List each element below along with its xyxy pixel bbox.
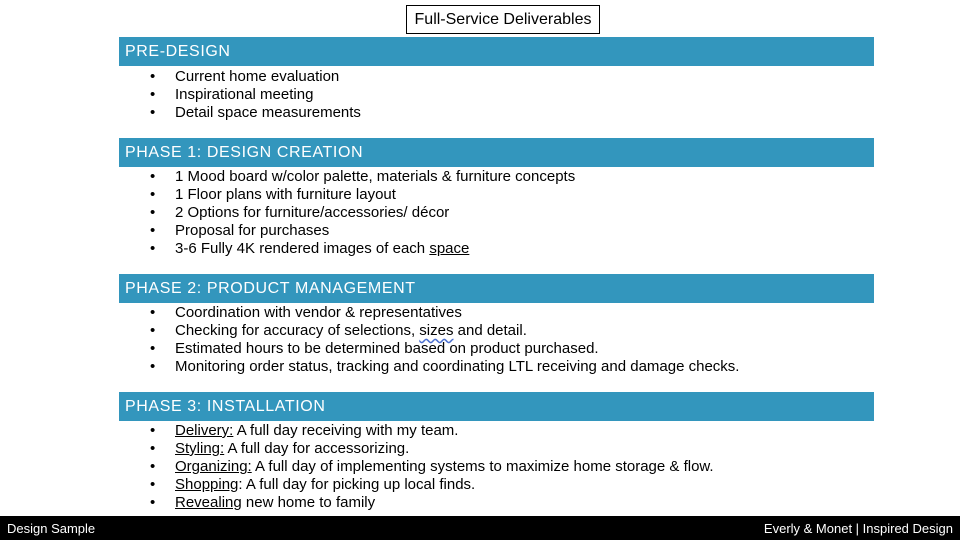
list-item: • Organizing: A full day of implementing systems to maximize home storage & flow. — [150, 458, 714, 475]
footer-right-text: Everly & Monet | Inspired Design — [763, 520, 953, 536]
footer-bar — [0, 516, 960, 540]
list-item: • 2 Options for furniture/accessories/ décor — [150, 204, 450, 221]
list-item: • Styling: A full day for accessorizing. — [150, 440, 410, 457]
section-phase-2 — [119, 274, 874, 376]
section-header: PRE-DESIGN — [119, 37, 874, 66]
page-title: Full-Service Deliverables — [406, 5, 600, 34]
list-item: • Checking for accuracy of selections, sizes and detail. — [150, 322, 527, 339]
list-item: • Shopping: A full day for picking up local finds. — [150, 476, 476, 493]
underlined-word: space — [429, 240, 470, 257]
list-item: • Inspirational meeting — [150, 86, 314, 103]
section-phase-3 — [119, 392, 874, 512]
section-header: PHASE 3: INSTALLATION — [119, 392, 874, 421]
section-pre-design — [119, 37, 874, 122]
list-item: • 3-6 Fully 4K rendered images of each space — [150, 240, 470, 257]
list-item: • Monitoring order status, tracking and coordinating LTL receiving and damage checks. — [150, 358, 740, 375]
list-item: • 1 Mood board w/color palette, materials & furniture concepts — [150, 168, 576, 185]
list-item: • Coordination with vendor & representatives — [150, 304, 462, 321]
footer-left-text: Design Sample — [7, 520, 96, 536]
list-item: • Estimated hours to be determined based on product purchased. — [150, 340, 599, 357]
list-item: • Detail space measurements — [150, 104, 361, 121]
list-item: • Proposal for purchases — [150, 222, 330, 239]
list-item: • Revealing new home to family — [150, 494, 376, 511]
section-phase-1 — [119, 138, 874, 258]
list-item: • Current home evaluation — [150, 68, 340, 85]
section-header: PHASE 1: DESIGN CREATION — [119, 138, 874, 167]
list-item: • 1 Floor plans with furniture layout — [150, 186, 396, 203]
list-item: • Delivery: A full day receiving with my team. — [150, 422, 459, 439]
section-header: PHASE 2: PRODUCT MANAGEMENT — [119, 274, 874, 303]
spellcheck-word: sizes — [419, 322, 454, 339]
